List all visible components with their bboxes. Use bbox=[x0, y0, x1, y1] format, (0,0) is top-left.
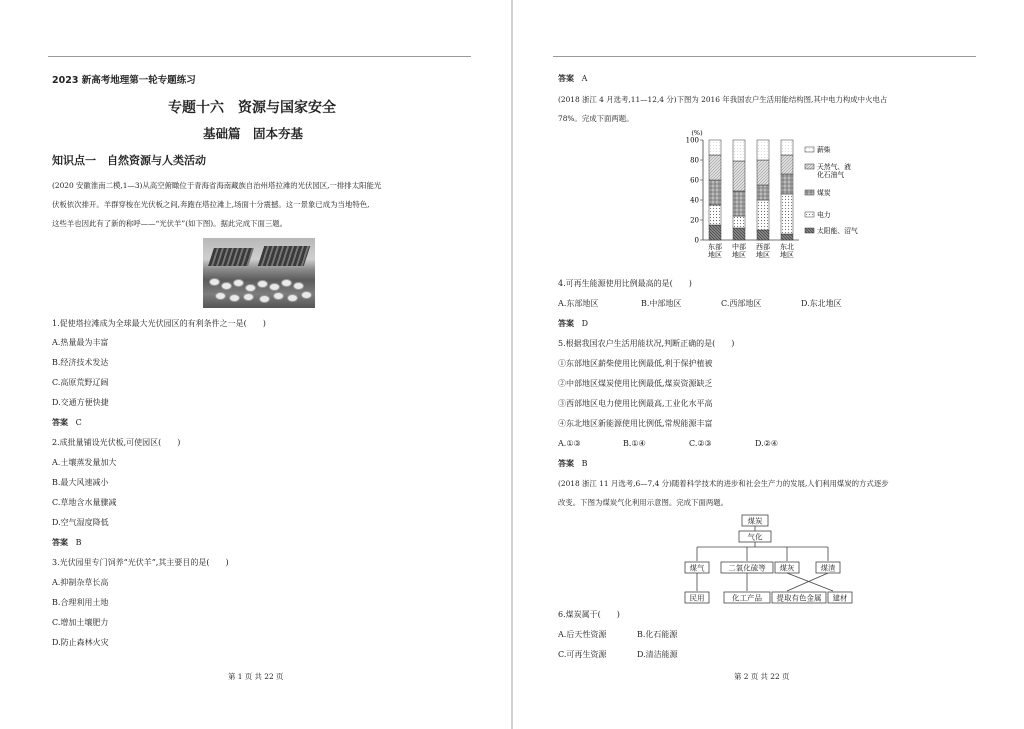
option: D.清洁能源 bbox=[637, 650, 678, 659]
option: D.空气湿度降低 bbox=[52, 518, 109, 527]
question-1: 1.促使塔拉滩成为全球最大光伏园区的有利条件之一是( ) bbox=[52, 319, 266, 328]
x-tick-label: 地区 bbox=[732, 251, 746, 259]
bar-segment bbox=[709, 205, 721, 225]
answer-row bbox=[558, 73, 587, 84]
energy-structure-chart bbox=[673, 126, 863, 276]
answer-row bbox=[52, 417, 82, 428]
bar-segment bbox=[757, 140, 769, 160]
diagram-label: 二氧化硫等 bbox=[728, 563, 766, 573]
bar-segment bbox=[709, 155, 721, 180]
legend-label: 电力 bbox=[817, 211, 831, 219]
x-tick-label: 地区 bbox=[756, 251, 770, 259]
answer-label: 答案 bbox=[558, 459, 574, 468]
bar-segment bbox=[709, 225, 721, 240]
option: C.草地含水量骤减 bbox=[52, 498, 117, 507]
legend-swatch bbox=[805, 212, 814, 217]
question-2: 2.成批量铺设光伏板,可使园区( ) bbox=[52, 438, 181, 447]
page-footer: 第 2 页 共 22 页 bbox=[734, 672, 790, 681]
answer-label: 答案 bbox=[558, 74, 574, 83]
bar-segment bbox=[781, 155, 793, 174]
bar-segment bbox=[781, 234, 793, 240]
page-2 bbox=[513, 0, 1024, 729]
statement: ④东北地区新能源使用比例低,常规能源丰富 bbox=[558, 419, 713, 428]
bar-segment bbox=[733, 191, 745, 216]
header-rule bbox=[553, 56, 976, 57]
y-tick-label: 100 bbox=[685, 136, 699, 145]
diagram-label: 建材 bbox=[832, 593, 848, 603]
bar-segment bbox=[757, 230, 769, 240]
option: B.最大风速减小 bbox=[52, 478, 109, 487]
option: D.东北地区 bbox=[801, 299, 842, 308]
diagram-label: 煤气 bbox=[689, 563, 705, 573]
diagram-label: 民用 bbox=[689, 593, 705, 603]
option: A.后天性资源 bbox=[558, 630, 607, 639]
answer-row bbox=[52, 537, 82, 548]
page-footer: 第 1 页 共 22 页 bbox=[228, 672, 284, 681]
y-tick-label: 80 bbox=[690, 156, 699, 165]
diagram-label: 煤炭 bbox=[747, 516, 763, 526]
diagram-label: 提取有色金属 bbox=[776, 593, 822, 603]
legend-label: 化石油气 bbox=[817, 171, 845, 179]
option: A.①③ bbox=[558, 439, 581, 448]
option: A.抑制杂草长高 bbox=[52, 578, 109, 587]
bar-segment bbox=[733, 140, 745, 161]
coal-gasification-diagram bbox=[683, 512, 863, 607]
answer-value: B bbox=[75, 538, 82, 547]
diagram-label: 煤灰 bbox=[779, 563, 795, 573]
answer-value: A bbox=[581, 74, 588, 83]
option: D.②④ bbox=[755, 439, 779, 448]
question-3: 3.光伏园里专门饲养“光伏羊”,其主要目的是( ) bbox=[52, 558, 229, 567]
y-tick-label: 0 bbox=[694, 236, 699, 245]
legend-label: 煤炭 bbox=[817, 189, 831, 197]
answer-row bbox=[558, 318, 588, 329]
intro-line: 伏板依次排开。羊群穿梭在光伏板之间,奔跑在塔拉滩上,场面十分震撼。这一景象已成为当地特色, bbox=[52, 200, 370, 209]
question-4: 4.可再生能源使用比例最高的是( ) bbox=[558, 279, 692, 288]
y-axis-label: (%) bbox=[691, 129, 703, 137]
bar-segment bbox=[781, 140, 793, 155]
header-rule bbox=[48, 56, 471, 57]
option: B.中部地区 bbox=[641, 299, 682, 308]
answer-label: 答案 bbox=[52, 418, 68, 427]
page-1 bbox=[0, 0, 511, 729]
x-tick-label: 地区 bbox=[780, 251, 794, 259]
bar-segment bbox=[757, 200, 769, 230]
option: B.经济技术发达 bbox=[52, 358, 109, 367]
bar-segment bbox=[733, 216, 745, 228]
question-6: 6.煤炭属于( ) bbox=[558, 610, 620, 619]
option: C.②③ bbox=[689, 439, 712, 448]
intro-line: (2020 安徽淮南二模,1—3)从高空俯瞰位于青海省海南藏族自治州塔拉滩的光伏园区,一排排太阳能光 bbox=[52, 181, 382, 190]
bar-segment bbox=[781, 194, 793, 234]
option: C.西部地区 bbox=[721, 299, 762, 308]
answer-label: 答案 bbox=[52, 538, 68, 547]
legend-swatch bbox=[805, 164, 814, 169]
option: D.交通方便快捷 bbox=[52, 398, 109, 407]
solar-sheep-photo bbox=[203, 238, 315, 308]
bar-segment bbox=[709, 180, 721, 205]
bar-segment bbox=[781, 174, 793, 194]
intro-line: 78%。完成下面两题。 bbox=[558, 114, 634, 123]
statement: ①东部地区薪柴使用比例最低,利于保护植被 bbox=[558, 359, 713, 368]
series-title: 2023 新高考地理第一轮专题练习 bbox=[52, 75, 196, 86]
y-tick-label: 20 bbox=[690, 216, 699, 225]
diagram-label: 煤渣 bbox=[820, 563, 836, 573]
bar-segment bbox=[733, 228, 745, 240]
option: A.东部地区 bbox=[558, 299, 599, 308]
bar-segment bbox=[757, 160, 769, 185]
diagram-label: 化工产品 bbox=[732, 593, 762, 603]
legend-label: 天然气、液 bbox=[817, 163, 851, 171]
option: D.防止森林火灾 bbox=[52, 638, 109, 647]
document-subtitle: 基础篇 固本夯基 bbox=[203, 126, 304, 141]
option: A.热量最为丰富 bbox=[52, 338, 109, 347]
option: B.化石能源 bbox=[637, 630, 678, 639]
section-heading: 知识点一 自然资源与人类活动 bbox=[52, 154, 206, 167]
intro-line: 这些羊也因此有了新的称呼——“光伏羊”(如下图)。据此完成下面三题。 bbox=[52, 219, 288, 228]
option: A.土壤蒸发量加大 bbox=[52, 458, 117, 467]
answer-value: C bbox=[75, 418, 82, 427]
document-title: 专题十六 资源与国家安全 bbox=[168, 100, 336, 116]
option: C.高原荒野辽阔 bbox=[52, 378, 109, 387]
option: C.可再生资源 bbox=[558, 650, 607, 659]
x-tick-label: 东北 bbox=[780, 243, 794, 251]
option: C.增加土壤肥力 bbox=[52, 618, 109, 627]
answer-row bbox=[558, 458, 588, 469]
legend-swatch bbox=[805, 190, 814, 195]
answer-value: D bbox=[581, 319, 589, 328]
diagram-label: 气化 bbox=[747, 532, 763, 542]
x-tick-label: 地区 bbox=[708, 251, 722, 259]
legend-swatch bbox=[805, 228, 814, 233]
x-tick-label: 中部 bbox=[732, 243, 746, 251]
x-tick-label: 东部 bbox=[708, 243, 722, 251]
y-tick-label: 40 bbox=[690, 196, 699, 205]
bar-segment bbox=[709, 140, 721, 155]
intro-line: (2018 浙江 11 月选考,6—7,4 分)随着科学技术的进步和社会生产力的发展,人们利用煤炭的方式逐步 bbox=[558, 479, 889, 488]
answer-value: B bbox=[581, 459, 588, 468]
option: B.合理利用土地 bbox=[52, 598, 109, 607]
answer-label: 答案 bbox=[558, 319, 574, 328]
bar-segment bbox=[757, 185, 769, 200]
statement: ②中部地区煤炭使用比例最低,煤炭资源缺乏 bbox=[558, 379, 713, 388]
y-tick-label: 60 bbox=[690, 176, 699, 185]
x-tick-label: 西部 bbox=[756, 243, 770, 251]
legend-label: 薪柴 bbox=[817, 146, 831, 154]
intro-line: 改变。下图为煤炭气化利用示意图。完成下面两题。 bbox=[558, 498, 728, 507]
legend-swatch bbox=[805, 147, 814, 152]
option: B.①④ bbox=[623, 439, 646, 448]
intro-line: (2018 浙江 4 月选考,11—12,4 分)下图为 2016 年我国农户生活用能结构图,其中电力构成中火电占 bbox=[558, 95, 888, 104]
question-5: 5.根据我国农户生活用能状况,判断正确的是( ) bbox=[558, 339, 735, 348]
legend-label: 太阳能、沼气 bbox=[817, 227, 858, 235]
bar-segment bbox=[733, 161, 745, 191]
statement: ③西部地区电力使用比例最高,工业化水平高 bbox=[558, 399, 713, 408]
